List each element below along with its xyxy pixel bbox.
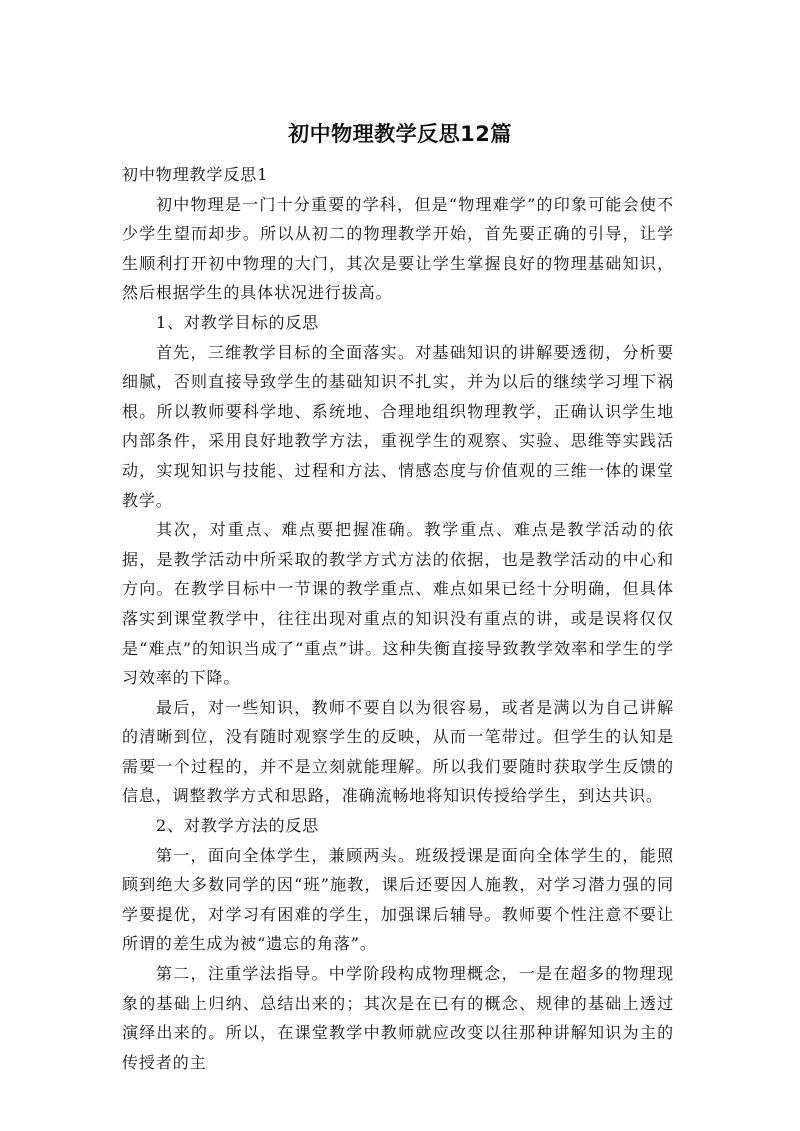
subheading-teaching-goals: 1、对教学目标的反思 (156, 312, 320, 332)
paragraph-methods-second: 第二，注重学法指导。中学阶段构成物理概念，一是在超多的物理现象的基础上归纳、总结出来的；其次是在已有的概念、规律的基础上透过演绎出来的。所以，在课堂教学中教师就应改变以往那种讲解知识为主的传授者的主 (122, 964, 674, 1072)
paragraph-goals-last: 最后，对一些知识，教师不要自以为很容易，或者是满以为自己讲解的清晰到位，没有随时观察学生的反映，从而一笔带过。但学生的认知是需要一个过程的，并不是立刻就能理解。所以我们要随时获取学生反馈的信息，调整教学方式和思路，准确流畅地将知识传授给学生，到达共识。 (122, 697, 674, 806)
document-body (122, 160, 674, 1077)
paragraph-intro: 初中物理是一门十分重要的学科，但是“物理难学”的印象可能会使不少学生望而却步。所以从初二的物理教学开始，首先要正确的引导，让学生顺利打开初中物理的大门，其次是要让学生掌握良好的物理基础知识，然后根据学生的具体状况进行拔高。 (122, 194, 674, 303)
document-title: 初中物理教学反思12篇 (288, 122, 512, 146)
section-heading: 初中物理教学反思1 (122, 165, 269, 184)
paragraph-goals-first: 首先，三维教学目标的全面落实。对基础知识的讲解要透彻，分析要细腻，否则直接导致学生的基础知识不扎实，并为以后的继续学习埋下祸根。所以教师要科学地、系统地、合理地组织物理教学，正确认识学生地内部条件，采用良好地教学方法，重视学生的观察、实验、思维等实践活动，实现知识与技能、过程和方法、情感态度与价值观的三维一体的课堂教学。 (122, 342, 674, 510)
paragraph-goals-second: 其次，对重点、难点要把握准确。教学重点、难点是教学活动的依据，是教学活动中所采取的教学方式方法的依据，也是教学活动的中心和方向。在教学目标中一节课的教学重点、难点如果已经十分明确，但具体落实到课堂教学中，往往出现对重点的知识没有重点的讲，或是误将仅仅是“难点”的知识当成了“重点”讲。这种失衡直接导致教学效率和学生的学习效率的下降。 (122, 520, 674, 688)
paragraph-methods-first: 第一，面向全体学生，兼顾两头。班级授课是面向全体学生的，能照顾到绝大多数同学的因“班”施教，课后还要因人施教，对学习潜力强的同学要提优，对学习有困难的学生，加强课后辅导。教师要个性注意不要让所谓的差生成为被“遗忘的角落”。 (122, 845, 674, 954)
subheading-teaching-methods: 2、对教学方法的反思 (156, 816, 320, 836)
